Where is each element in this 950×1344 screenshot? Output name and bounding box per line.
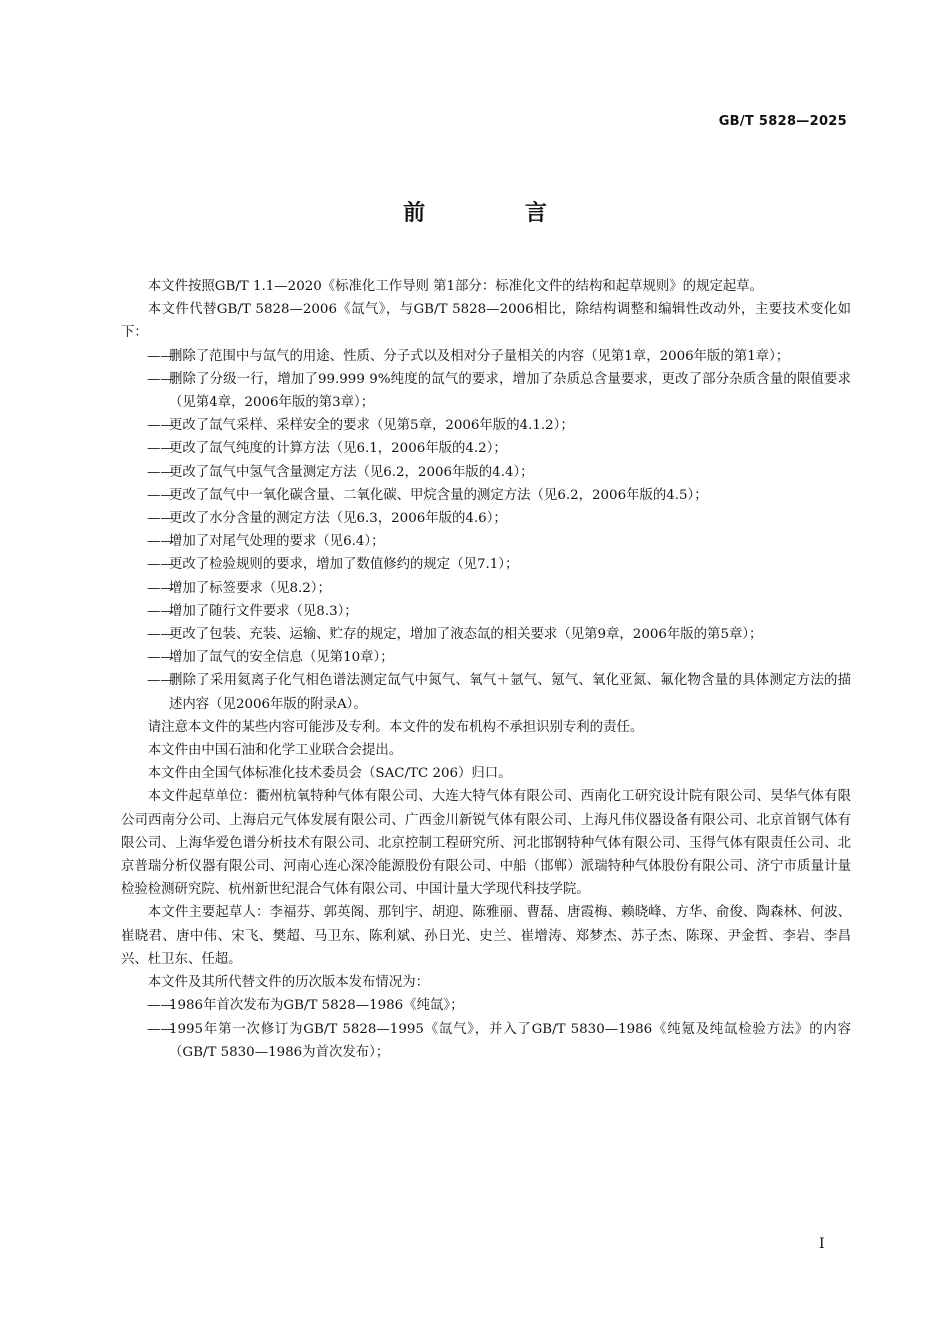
paragraph-drafting-units: 本文件起草单位：衢州杭氧特种气体有限公司、大连大特气体有限公司、西南化工研究设计院有限公司、昊华气体有限公司西南分公司、上海启元气体发展有限公司、广西金川新锐气体有限公司、上海凡伟仪器设备有限公司、北京首钢气体有限公司、上海华爱色谱分析技术有限公司、北京控制工程研究所、河北邯钢特种气体有限公司、玉得气体有限责任公司、北京普瑞分析仪器有限公司、河南心连心深冷能源股份有限公司、中船（邯郸）派瑞特种气体股份有限公司、济宁市质量计量检验检测研究院、杭州新世纪混合气体有限公司、中国计量大学现代科技学院。 bbox=[121, 789, 851, 898]
history-item bbox=[121, 994, 851, 1017]
dash-marker: —— bbox=[147, 673, 174, 689]
list-item-text: 更改了包装、充装、运输、贮存的规定，增加了液态氙的相关要求（见第9章，2006年版的第5章）； bbox=[169, 627, 763, 643]
list-item-text: 更改了氙气中一氧化碳含量、二氧化碳、甲烷含量的测定方法（见6.2，2006年版的4.5）； bbox=[169, 487, 708, 503]
list-item bbox=[121, 669, 851, 715]
paragraph-replacement: 本文件代替GB/T 5828—2006《氙气》，与GB/T 5828—2006相比，除结构调整和编辑性改动外，主要技术变化如下： bbox=[121, 302, 851, 341]
list-item bbox=[121, 484, 851, 507]
paragraph-drafting-rules: 本文件按照GB/T 1.1—2020《标准化工作导则 第1部分：标准化文件的结构和起草规则》的规定起草。 bbox=[147, 279, 764, 294]
list-item-text: 删除了范围中与氙气的用途、性质、分子式以及相对分子量相关的内容（见第1章，2006年版的第1章）； bbox=[169, 348, 790, 364]
page-number: I bbox=[819, 1236, 825, 1252]
paragraph-patent-notice: 请注意本文件的某些内容可能涉及专利。本文件的发布机构不承担识别专利的责任。 bbox=[147, 719, 644, 735]
list-item-text: 删除了分级一行，增加了99.999 9%纯度的氙气的要求，增加了杂质总含量要求，更改了部分杂质含量的限值要求（见第4章，2006年版的第3章）； bbox=[169, 371, 851, 411]
list-item-text: 增加了标签要求（见8.2）； bbox=[169, 580, 331, 596]
list-item-text: 更改了水分含量的测定方法（见6.3，2006年版的4.6）； bbox=[169, 511, 507, 527]
list-item bbox=[121, 577, 851, 600]
list-item-text: 更改了检验规则的要求，增加了数值修约的规定（见7.1）； bbox=[169, 557, 519, 573]
history-item-text: 1995年第一次修订为GB/T 5828—1995《氙气》，并入了GB/T 5830—1986《纯氪及纯氙检验方法》的内容（GB/T 5830—1986为首次发布）； bbox=[169, 1021, 851, 1060]
dash-marker: —— bbox=[147, 371, 174, 387]
list-item-text: 增加了随行文件要求（见8.3）； bbox=[169, 603, 358, 619]
dash-marker: —— bbox=[147, 487, 174, 503]
history-item-text: 1986年首次发布为GB/T 5828—1986《纯氙》； bbox=[169, 998, 464, 1014]
dash-marker: —— bbox=[147, 580, 174, 596]
dash-marker: —— bbox=[147, 557, 174, 573]
list-item bbox=[121, 461, 851, 484]
dash-marker: —— bbox=[147, 998, 174, 1014]
dash-marker: —— bbox=[147, 627, 174, 643]
list-item-text: 更改了氙气中氢气含量测定方法（见6.2，2006年版的4.4）； bbox=[169, 464, 534, 480]
list-item bbox=[121, 437, 851, 460]
paragraph-history-intro: 本文件及其所代替文件的历次版本发布情况为： bbox=[147, 975, 429, 991]
dash-marker: —— bbox=[147, 603, 174, 619]
standard-code: GB/T 5828—2025 bbox=[718, 114, 847, 129]
list-item bbox=[121, 553, 851, 576]
list-item-text: 更改了氙气采样、采样安全的要求（见第5章，2006年版的4.1.2）； bbox=[169, 418, 574, 434]
dash-marker: —— bbox=[147, 1021, 174, 1037]
paragraph-proposer: 本文件由中国石油和化学工业联合会提出。 bbox=[147, 743, 403, 759]
history-item bbox=[121, 1018, 851, 1064]
foreword-body bbox=[121, 275, 851, 1064]
list-item bbox=[121, 600, 851, 623]
list-item bbox=[121, 368, 851, 414]
paragraph-committee: 本文件由全国气体标准化技术委员会（SAC/TC 206）归口。 bbox=[147, 766, 512, 782]
dash-marker: —— bbox=[147, 650, 174, 666]
list-item-text: 更改了氙气纯度的计算方法（见6.1，2006年版的4.2）； bbox=[169, 441, 507, 457]
list-item bbox=[121, 623, 851, 646]
paragraph-drafters: 本文件主要起草人：李福芬、郭英阁、那钊宇、胡迎、陈雅丽、曹磊、唐霞梅、赖晓峰、方华、俞俊、陶森林、何波、崔晓君、唐中伟、宋飞、樊超、马卫东、陈利斌、孙日光、史兰、崔增涛、郑梦杰、苏子杰、陈琛、尹金哲、李岩、李昌兴、杜卫东、任超。 bbox=[121, 905, 851, 967]
list-item bbox=[121, 414, 851, 437]
list-item bbox=[121, 345, 851, 368]
list-item-text: 增加了对尾气处理的要求（见6.4）； bbox=[169, 534, 385, 550]
dash-marker: —— bbox=[147, 534, 174, 550]
dash-marker: —— bbox=[147, 511, 174, 527]
dash-marker: —— bbox=[147, 464, 174, 480]
list-item bbox=[121, 646, 851, 669]
page-title: 前 言 bbox=[403, 201, 593, 226]
list-item bbox=[121, 507, 851, 530]
dash-marker: —— bbox=[147, 418, 174, 434]
list-item-text: 删除了采用氦离子化气相色谱法测定氙气中氮气、氧气＋氩气、氪气、氧化亚氮、氟化物含量的具体测定方法的描述内容（见2006年版的附录A）。 bbox=[169, 673, 851, 712]
list-item-text: 增加了氙气的安全信息（见第10章）； bbox=[169, 650, 394, 666]
dash-marker: —— bbox=[147, 441, 174, 457]
list-item bbox=[121, 530, 851, 553]
dash-marker: —— bbox=[147, 348, 174, 364]
